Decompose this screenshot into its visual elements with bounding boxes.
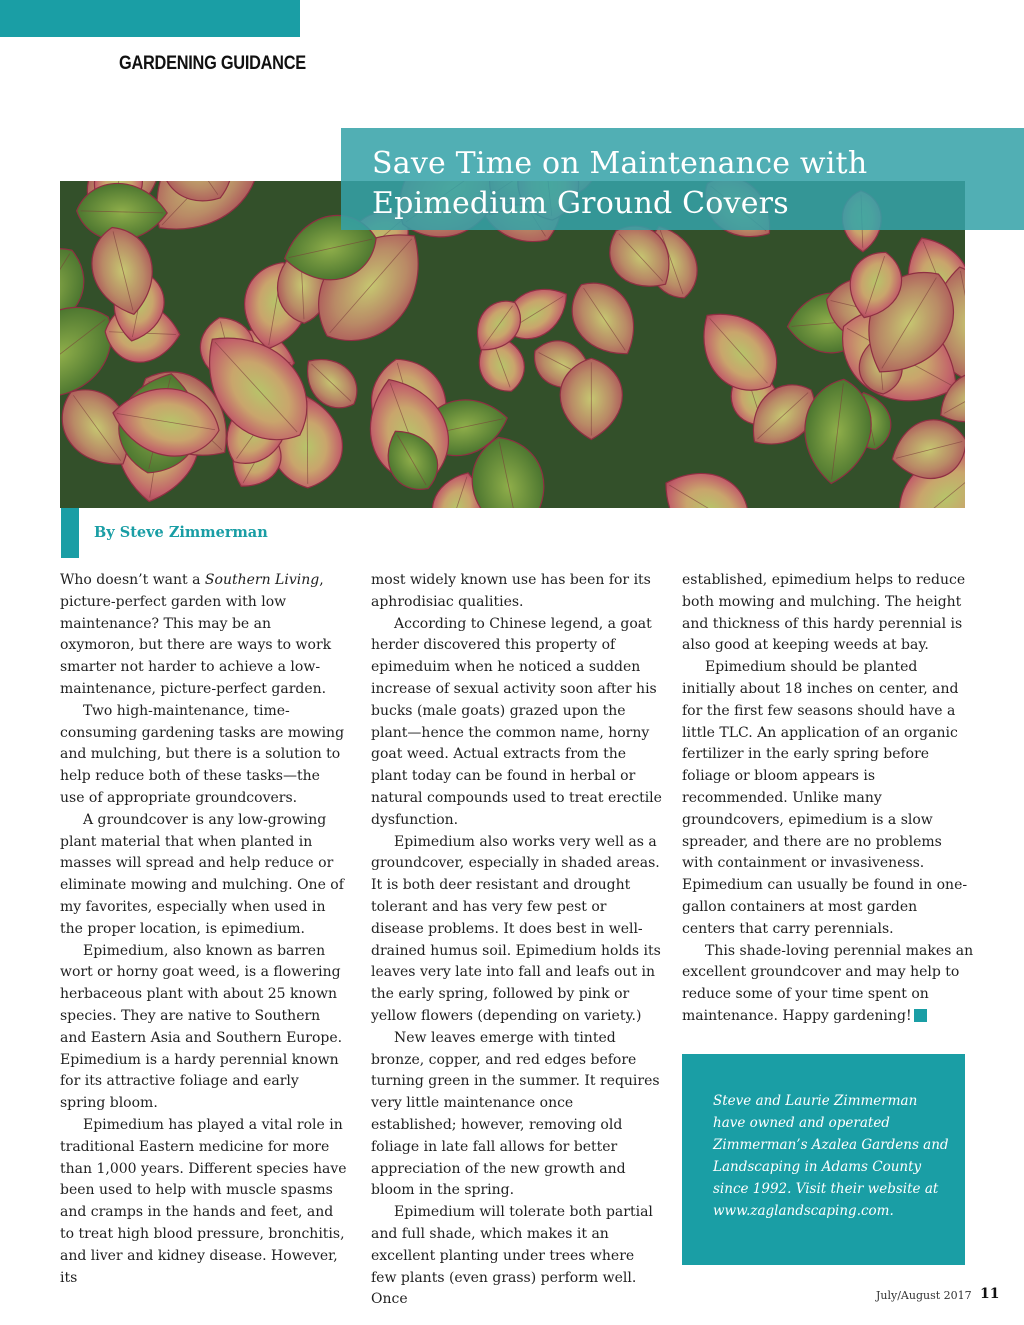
author-bio-text: Steve and Laurie Zimmerman have owned and operated Zimmerman’s Azalea Gardens and Landscaping in Adams County since 1992. Visit their website at www.zaglandscaping.com. — [713, 1093, 949, 1219]
title-box — [341, 128, 1024, 230]
title-line-2: Epimedium Ground Covers — [372, 186, 789, 221]
section-label: GARDENING GUIDANCE — [119, 53, 306, 74]
author-bio-box — [682, 1054, 965, 1265]
paragraph: established, epimedium helps to reduce both mowing and mulching. The height and thickness of this hardy perennial is also good at keeping weeds at bay. — [682, 572, 966, 654]
paragraph: Epimedium will tolerate both partial and full shade, which makes it an excellent planting under trees where few plants (even grass) perform well. Once — [371, 1204, 653, 1308]
article-column-2 — [371, 570, 663, 1311]
issue-date: July/August 2017 — [876, 1289, 972, 1302]
paragraph: A groundcover is any low-growing plant material that when planted in masses will spread and help reduce or eliminate mowing and mulching. One of my favorites, especially when used in the proper location, is epimedium. — [60, 811, 344, 937]
magazine-name: Southern Living — [204, 572, 320, 588]
byline: By Steve Zimmerman — [94, 524, 268, 541]
paragraph: Epimedium, also known as barren wort or horny goat weed, is a flowering herbaceous plant with about 25 known species. They are native to Southern and Eastern Asia and Southern Europe. Epimedium is a hardy perennial known for its attractive foliage and early spring bloom. — [60, 942, 343, 1112]
paragraph — [60, 570, 348, 701]
paragraph — [682, 941, 974, 1028]
article-title — [372, 144, 1012, 224]
text-run: , picture-perfect garden with low maintenance? This may be an oxymoron, but there are ways to work smarter not harder to achieve a low-maintenance, picture-perfect garden. — [60, 572, 332, 697]
title-line-1: Save Time on Maintenance with — [372, 146, 868, 181]
paragraph: New leaves emerge with tinted bronze, copper, and red edges before turning green in the summer. It requires very little maintenance once established; however, removing old foliage in late fall allows for better appreciation of the new growth and bloom in the spring. — [371, 1029, 660, 1199]
text-run: This shade-loving perennial makes an excellent groundcover and may help to reduce some of your time spent on maintenance. Happy gardening! — [682, 942, 974, 1024]
paragraph: Epimedium also works very well as a groundcover, especially in shaded areas. It is both deer resistant and drought tolerant and has very few pest or disease problems. It does best in well-drained humus soil. Epimedium holds its leaves very late into fall and leafs out in the early spring, followed by pink or yellow flowers (depending on variety.) — [371, 833, 661, 1024]
end-mark-icon: G — [914, 1009, 927, 1022]
top-accent-bar — [0, 0, 300, 37]
paragraph: most widely known use has been for its aphrodisiac qualities. — [371, 572, 651, 610]
paragraph: Two high-maintenance, time-consuming gardening tasks are mowing and mulching, but there is a solution to help reduce both of these tasks—the use of appropriate groundcovers. — [60, 702, 345, 806]
article-column-3 — [682, 570, 974, 1028]
hero-photo — [60, 181, 965, 508]
paragraph: Epimedium has played a vital role in traditional Eastern medicine for more than 1,000 years. Different species have been used to help with muscle spasms and cramps in the hands and feet, and to treat high blood pressure, bronchitis, and liver and kidney disease. However, its — [60, 1116, 347, 1286]
page-number: 11 — [980, 1286, 1000, 1302]
paragraph: According to Chinese legend, a goat herder discovered this property of epimeduim when he noticed a sudden increase of sexual activity soon after his bucks (male goats) grazed upon the plant—hence the common name, horny goat weed. Actual extracts from the plant today can be found in herbal or natural compounds used to treat erectile dysfunction. — [371, 615, 662, 828]
text-run: Who doesn’t want a — [60, 572, 205, 588]
byline-accent-bar — [61, 508, 79, 558]
paragraph: Epimedium should be planted initially about 18 inches on center, and for the first few seasons should have a little TLC. An application of an organic fertilizer in the early spring before foliage or bloom appears is recommended. Unlike many groundcovers, epimedium is a slow spreader, and there are no problems with containment or invasiveness. Epimedium can usually be found in one-gallon containers at most garden centers that carry perennials. — [682, 659, 968, 937]
article-column-1 — [60, 570, 348, 1289]
